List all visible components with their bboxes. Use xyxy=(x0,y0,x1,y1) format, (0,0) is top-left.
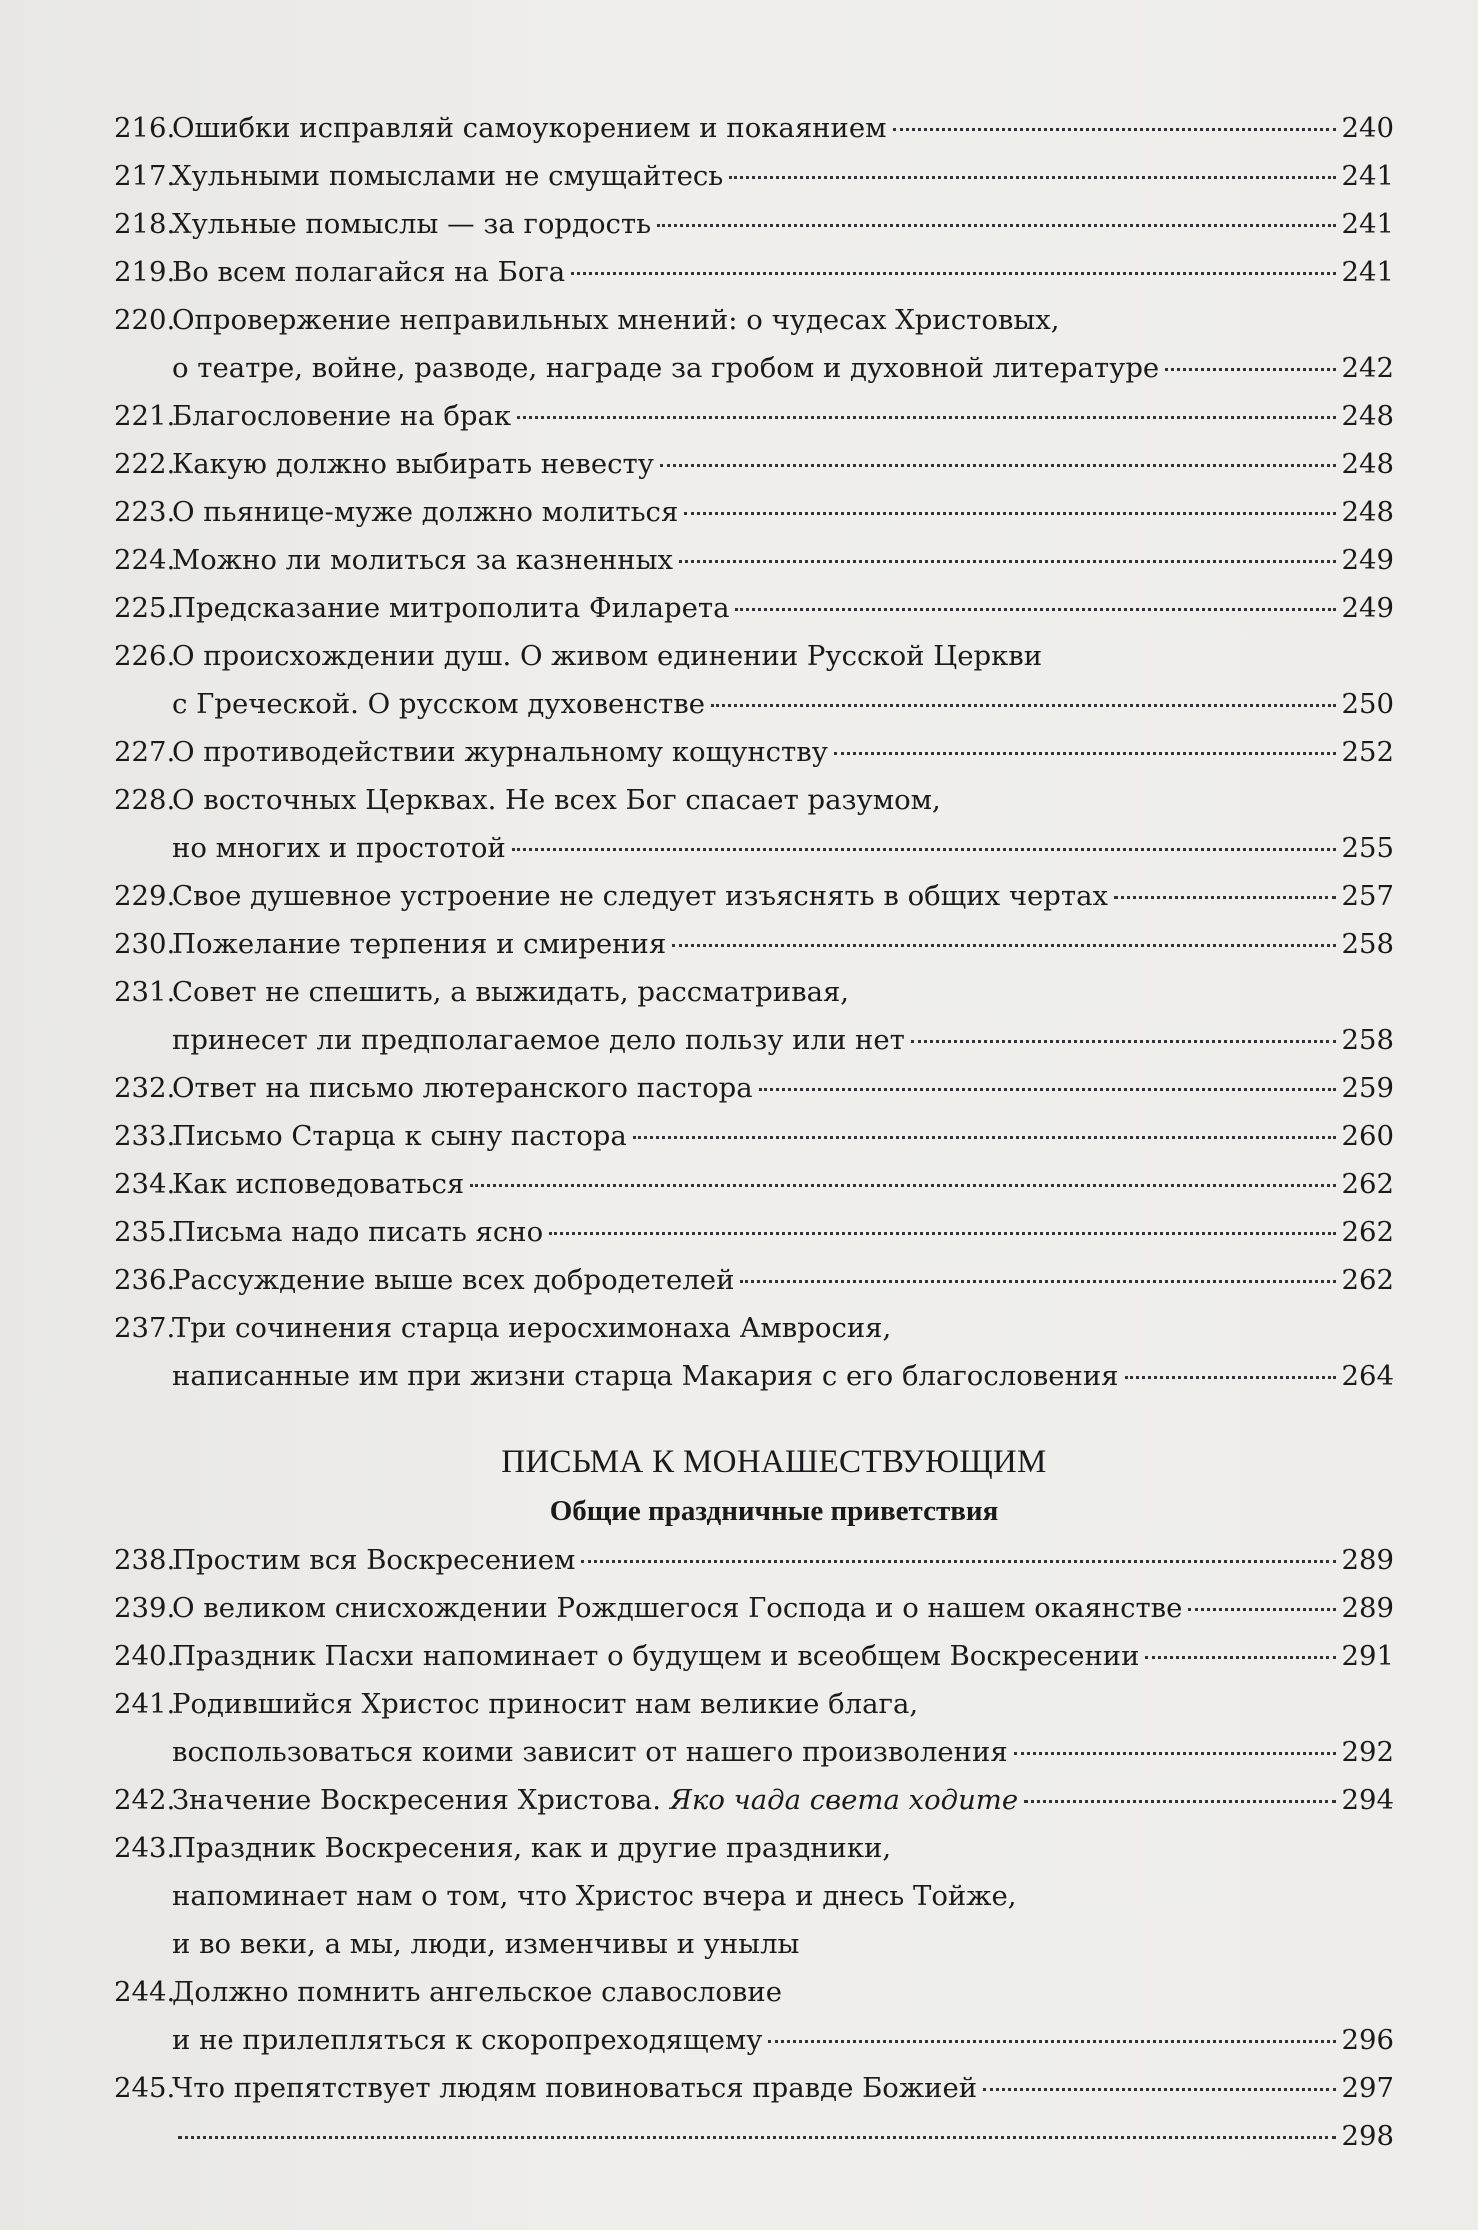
entry-title: Предсказание митрополита Филарета xyxy=(172,592,730,624)
entry-title: Ошибки исправляй самоукорением и покаянием xyxy=(172,112,887,144)
entry-title: Во всем полагайся на Бога xyxy=(172,256,566,288)
entry-number: 231. xyxy=(114,976,176,1008)
entry-title: Праздник Воскресения, как и другие праздники, xyxy=(172,1832,892,1864)
toc-entry xyxy=(114,968,1394,1064)
toc-entry-line xyxy=(114,968,1394,1016)
dot-leader xyxy=(1145,1656,1335,1659)
toc-entry-line xyxy=(114,104,1394,152)
entry-title: и во веки, а мы, люди, изменчивы и унылы xyxy=(172,1928,800,1960)
entry-number: 218. xyxy=(114,208,176,240)
toc-entry-line xyxy=(114,728,1394,776)
entry-number: 227. xyxy=(114,736,176,768)
dot-leader xyxy=(1024,1800,1335,1803)
toc-entry-line xyxy=(114,1112,1394,1160)
entry-number: 226. xyxy=(114,640,176,672)
entry-title: Письма надо писать ясно xyxy=(172,1216,544,1248)
entry-page-number: 240 xyxy=(1341,112,1394,144)
entry-page-number: 255 xyxy=(1341,832,1394,864)
dot-leader xyxy=(729,176,1335,179)
entry-number: 221. xyxy=(114,400,176,432)
entry-number: 244. xyxy=(114,1976,176,2008)
entry-title: и не прилепляться к скоропреходящему xyxy=(172,2024,763,2056)
dot-leader xyxy=(178,2136,1336,2139)
dot-leader xyxy=(911,1040,1336,1043)
entry-title: Ответ на письмо лютеранского пастора xyxy=(172,1072,753,1104)
entry-page-number: 258 xyxy=(1341,1024,1394,1056)
entry-number: 228. xyxy=(114,784,176,816)
toc-entry xyxy=(114,776,1394,872)
entry-title: О восточных Церквах. Не всех Бог спасает разумом, xyxy=(172,784,941,816)
dot-leader xyxy=(660,464,1336,467)
toc-entry-line xyxy=(114,440,1394,488)
toc-entry-line xyxy=(114,584,1394,632)
toc-entry-line xyxy=(114,248,1394,296)
toc-entry-line xyxy=(114,1064,1394,1112)
entry-title: Значение Воскресения Христова. xyxy=(172,1784,661,1816)
entry-title: Можно ли молиться за казненных xyxy=(172,544,673,576)
entry-title: О великом снисхождении Рождшегося Господа и о нашем окаянстве xyxy=(172,1592,1183,1624)
entry-page-number: 241 xyxy=(1341,256,1394,288)
dot-leader xyxy=(571,272,1335,275)
entry-title: воспользоваться коими зависит от нашего произволения xyxy=(172,1736,1008,1768)
entry-title: Родившийся Христос приносит нам великие блага, xyxy=(172,1688,919,1720)
toc-entry xyxy=(114,920,1394,968)
toc-entry-line xyxy=(114,1632,1394,1680)
toc-entry xyxy=(114,728,1394,776)
dot-leader xyxy=(470,1184,1335,1187)
toc-entry xyxy=(114,1776,1394,1824)
entry-title-italic: Яко чада света ходите xyxy=(669,1784,1019,1816)
entry-title: Опровержение неправильных мнений: о чудесах Христовых, xyxy=(172,304,1060,336)
toc-entry xyxy=(114,440,1394,488)
entry-page-number: 241 xyxy=(1341,208,1394,240)
toc-entry-line xyxy=(114,1968,1394,2016)
toc-entry-line xyxy=(114,1728,1394,1776)
entry-title: принесет ли предполагаемое дело пользу или нет xyxy=(172,1024,905,1056)
toc-entry xyxy=(114,1968,1394,2064)
entry-page-number: 262 xyxy=(1341,1216,1394,1248)
entry-number: 222. xyxy=(114,448,176,480)
toc-entry xyxy=(114,584,1394,632)
entry-number: 220. xyxy=(114,304,176,336)
entry-number: 238. xyxy=(114,1544,176,1576)
toc-entry-line xyxy=(114,1536,1394,1584)
entry-title: Праздник Пасхи напоминает о будущем и всеобщем Воскресении xyxy=(172,1640,1140,1672)
entry-page-number: 252 xyxy=(1341,736,1394,768)
dot-leader xyxy=(1125,1376,1336,1379)
dot-leader xyxy=(1165,368,1335,371)
toc-entry xyxy=(114,392,1394,440)
dot-leader xyxy=(759,1088,1336,1091)
toc-entry-line xyxy=(114,872,1394,920)
entry-title: но многих и простотой xyxy=(172,832,506,864)
dot-leader xyxy=(657,224,1335,227)
entry-number: 236. xyxy=(114,1264,176,1296)
dot-leader xyxy=(633,1136,1336,1139)
dot-leader xyxy=(983,2088,1335,2091)
toc-entry xyxy=(114,536,1394,584)
table-of-contents xyxy=(114,104,1394,2160)
entry-page-number: 241 xyxy=(1341,160,1394,192)
toc-entry-line xyxy=(114,536,1394,584)
entry-title: Хульными помыслами не смущайтесь xyxy=(172,160,724,192)
toc-entry xyxy=(114,2064,1394,2112)
entry-number: 233. xyxy=(114,1120,176,1152)
entry-title: Совет не спешить, а выжидать, рассматривая, xyxy=(172,976,850,1008)
dot-leader xyxy=(581,1560,1335,1563)
toc-entry xyxy=(114,1824,1394,1968)
entry-title: Что препятствует людям повиноваться правде Божией xyxy=(172,2072,978,2104)
toc-entry xyxy=(114,1584,1394,1632)
toc-entry-line xyxy=(114,152,1394,200)
subsection-heading: Общие праздничные приветствия xyxy=(549,1495,999,1527)
entry-number: 235. xyxy=(114,1216,176,1248)
entry-title: О пьянице-муже должно молиться xyxy=(172,496,679,528)
toc-entry-line xyxy=(114,1824,1394,1872)
toc-entry xyxy=(114,872,1394,920)
entry-number: 232. xyxy=(114,1072,176,1104)
entry-page-number: 298 xyxy=(1341,2120,1394,2152)
entry-title: Как исповедоваться xyxy=(172,1168,465,1200)
toc-entry-line xyxy=(114,392,1394,440)
entry-page-number: 250 xyxy=(1341,688,1394,720)
toc-entry-line xyxy=(114,1584,1394,1632)
entry-title: О противодействии журнальному кощунству xyxy=(172,736,828,768)
toc-entry-line xyxy=(114,200,1394,248)
toc-entry xyxy=(114,200,1394,248)
toc-entry-line xyxy=(114,1872,1394,1920)
toc-entry xyxy=(114,296,1394,392)
entry-page-number: 259 xyxy=(1341,1072,1394,1104)
toc-entry-line xyxy=(114,1256,1394,1304)
toc-entry xyxy=(114,104,1394,152)
toc-entry xyxy=(114,1256,1394,1304)
toc-entry-line xyxy=(114,824,1394,872)
entry-number: 224. xyxy=(114,544,176,576)
toc-entry xyxy=(114,1208,1394,1256)
entry-page-number: 297 xyxy=(1341,2072,1394,2104)
toc-entry xyxy=(114,152,1394,200)
entry-page-number: 258 xyxy=(1341,928,1394,960)
entry-number: 245. xyxy=(114,2072,176,2104)
dot-leader xyxy=(517,416,1335,419)
toc-entry xyxy=(114,1680,1394,1776)
dot-leader xyxy=(893,128,1336,131)
entry-page-number: 289 xyxy=(1341,1544,1394,1576)
toc-entry xyxy=(114,1632,1394,1680)
entry-page-number: 257 xyxy=(1341,880,1394,912)
toc-entry-line xyxy=(114,1680,1394,1728)
dot-leader xyxy=(549,1232,1335,1235)
toc-list-top xyxy=(114,104,1394,1400)
toc-entry-line xyxy=(114,632,1394,680)
dot-leader xyxy=(1014,1752,1336,1755)
entry-page-number: 260 xyxy=(1341,1120,1394,1152)
entry-number: 229. xyxy=(114,880,176,912)
toc-entry-line xyxy=(114,680,1394,728)
entry-number: 225. xyxy=(114,592,176,624)
dot-leader xyxy=(735,608,1335,611)
toc-entry-line xyxy=(114,920,1394,968)
entry-title: о театре, войне, разводе, награде за гробом и духовной литературе xyxy=(172,352,1160,384)
toc-entry-line xyxy=(114,2016,1394,2064)
entry-title: Простим вся Воскресением xyxy=(172,1544,576,1576)
toc-entry-line xyxy=(114,1776,1394,1824)
toc-entry xyxy=(114,2112,1394,2160)
entry-page-number: 249 xyxy=(1341,544,1394,576)
entry-title: Должно помнить ангельское славословие xyxy=(172,1976,782,2008)
entry-title: написанные им при жизни старца Макария с его благословения xyxy=(172,1360,1119,1392)
toc-list-bottom xyxy=(114,1536,1394,2160)
entry-title: Рассуждение выше всех добродетелей xyxy=(172,1264,735,1296)
section-heading: ПИСЬМА К МОНАШЕСТВУЮЩИМ xyxy=(501,1444,1047,1480)
entry-number: 234. xyxy=(114,1168,176,1200)
dot-leader xyxy=(1188,1608,1335,1611)
toc-entry-line xyxy=(114,1352,1394,1400)
toc-entry xyxy=(114,1536,1394,1584)
entry-title: Три сочинения старца иеросхимонаха Амвросия, xyxy=(172,1312,892,1344)
dot-leader xyxy=(672,944,1335,947)
spacer xyxy=(661,1776,670,1824)
toc-entry-line xyxy=(114,2112,1394,2160)
entry-number: 223. xyxy=(114,496,176,528)
dot-leader xyxy=(1114,896,1335,899)
toc-entry xyxy=(114,1064,1394,1112)
entry-title: Пожелание терпения и смирения xyxy=(172,928,667,960)
entry-page-number: 248 xyxy=(1341,496,1394,528)
entry-page-number: 294 xyxy=(1341,1784,1394,1816)
toc-entry-line xyxy=(114,1016,1394,1064)
entry-number: 241. xyxy=(114,1688,176,1720)
entry-title: Письмо Старца к сыну пастора xyxy=(172,1120,627,1152)
dot-leader xyxy=(512,848,1336,851)
entry-page-number: 291 xyxy=(1341,1640,1394,1672)
entry-number: 237. xyxy=(114,1312,176,1344)
toc-entry-line xyxy=(114,2064,1394,2112)
toc-entry-line xyxy=(114,1208,1394,1256)
toc-entry-line xyxy=(114,1304,1394,1352)
entry-page-number: 296 xyxy=(1341,2024,1394,2056)
toc-entry-line xyxy=(114,1920,1394,1968)
toc-entry xyxy=(114,1304,1394,1400)
toc-entry xyxy=(114,248,1394,296)
entry-page-number: 248 xyxy=(1341,448,1394,480)
dot-leader xyxy=(834,752,1336,755)
toc-entry-line xyxy=(114,296,1394,344)
entry-number: 242. xyxy=(114,1784,176,1816)
dot-leader xyxy=(740,1280,1335,1283)
toc-entry-line xyxy=(114,776,1394,824)
entry-page-number: 289 xyxy=(1341,1592,1394,1624)
dot-leader xyxy=(684,512,1335,515)
toc-entry xyxy=(114,1112,1394,1160)
entry-page-number: 248 xyxy=(1341,400,1394,432)
entry-title: с Греческой. О русском духовенстве xyxy=(172,688,706,720)
dot-leader xyxy=(679,560,1336,563)
entry-title: напоминает нам о том, что Христос вчера и днесь Тойже, xyxy=(172,1880,1017,1912)
entry-page-number: 264 xyxy=(1341,1360,1394,1392)
entry-number: 240. xyxy=(114,1640,176,1672)
toc-entry xyxy=(114,632,1394,728)
entry-number: 239. xyxy=(114,1592,176,1624)
toc-entry xyxy=(114,1160,1394,1208)
entry-number: 230. xyxy=(114,928,176,960)
entry-number: 219. xyxy=(114,256,176,288)
dot-leader xyxy=(768,2040,1335,2043)
toc-entry-line xyxy=(114,1160,1394,1208)
entry-number: 243. xyxy=(114,1832,176,1864)
entry-title: Благословение на брак xyxy=(172,400,512,432)
entry-page-number: 262 xyxy=(1341,1264,1394,1296)
entry-title: Хульные помыслы — за гордость xyxy=(172,208,652,240)
toc-entry-line xyxy=(114,344,1394,392)
entry-page-number: 242 xyxy=(1341,352,1394,384)
entry-title: О происхождении душ. О живом единении Русской Церкви xyxy=(172,640,1043,672)
entry-title: Какую должно выбирать невесту xyxy=(172,448,654,480)
entry-page-number: 262 xyxy=(1341,1168,1394,1200)
entry-title: Свое душевное устроение не следует изъяснять в общих чертах xyxy=(172,880,1109,912)
toc-entry xyxy=(114,488,1394,536)
toc-entry-line xyxy=(114,488,1394,536)
entry-number: 216. xyxy=(114,112,176,144)
entry-page-number: 292 xyxy=(1341,1736,1394,1768)
entry-page-number: 249 xyxy=(1341,592,1394,624)
entry-number: 217. xyxy=(114,160,176,192)
dot-leader xyxy=(711,704,1335,707)
